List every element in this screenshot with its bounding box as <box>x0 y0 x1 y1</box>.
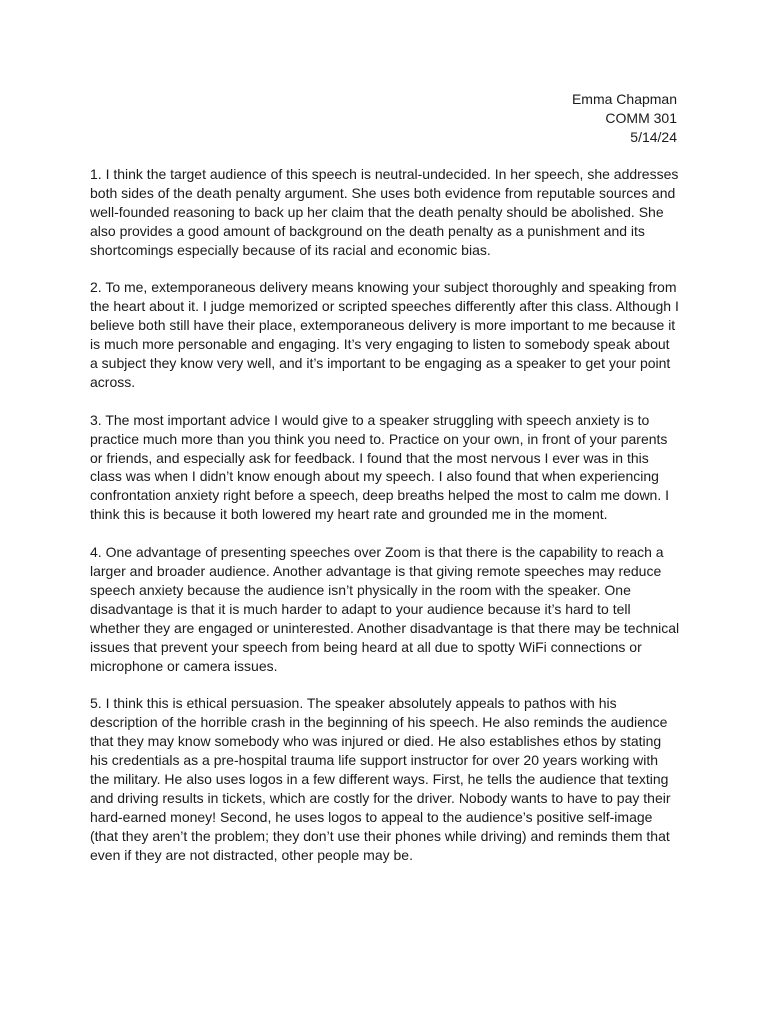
author-name: Emma Chapman <box>571 91 677 107</box>
course-code: COMM 301 <box>605 110 677 126</box>
submission-date: 5/14/24 <box>630 129 677 145</box>
header-block <box>572 90 677 147</box>
answer-paragraph-5: 5. I think this is ethical persuasion. The speaker absolutely appeals to pathos with his description of the horrible crash in the beginning of his speech. He also reminds the audience that they may know somebody who was injured or died. He also establishes ethos by stating his credentials as a pre-hospital trauma life support instructor for over 20 years working with the military. He also uses logos in a few different ways. First, he tells the audience that texting and driving results in tickets, which are costly for the driver. Nobody wants to have to pay their hard-earned money! Second, he uses logos to appeal to the audience’s positive self-image (that they aren’t the problem; they don’t use their phones while driving) and reminds them that even if they are not distracted, other people may be. <box>90 695 671 863</box>
answer-paragraph-1: 1. I think the target audience of this speech is neutral-undecided. In her speech, she addresses both sides of the death penalty argument. She uses both evidence from reputable sources and well-founded reasoning to back up her claim that the death penalty should be abolished. She also provides a good amount of background on the death penalty as a punishment and its shortcomings especially because of its racial and economic bias. <box>90 166 679 258</box>
answer-paragraph-4: 4. One advantage of presenting speeches over Zoom is that there is the capability to reach a larger and broader audience. Another advantage is that giving remote speeches may reduce speech anxiety because the audience isn’t physically in the room with the speaker. One disadvantage is that it is much harder to adapt to your audience because it’s hard to tell whether they are engaged or uninterested. Another disadvantage is that there may be technical issues that prevent your speech from being heard at all due to spotty WiFi connections or microphone or camera issues. <box>90 544 680 674</box>
answer-paragraph-2: 2. To me, extemporaneous delivery means knowing your subject thoroughly and speaking from the heart about it. I judge memorized or scripted speeches differently after this class. Although I believe both still have their place, extemporaneous delivery is more important to me because it is much more personable and engaging. It’s very engaging to listen to somebody speak about a subject they know very well, and it’s important to be engaging as a speaker to get your point across. <box>90 279 679 390</box>
answer-paragraph-3: 3. The most important advice I would give to a speaker struggling with speech anxiety is to practice much more than you think you need to. Practice on your own, in front of your parents or friends, and especially ask for feedback. I found that the most nervous I ever was in this class was when I didn’t know enough about my speech. I also found that when experiencing confrontation anxiety right before a speech, deep breaths helped the most to calm me down. I think this is because it both lowered my heart rate and grounded me in the moment. <box>90 411 670 523</box>
answers-body <box>90 165 680 883</box>
